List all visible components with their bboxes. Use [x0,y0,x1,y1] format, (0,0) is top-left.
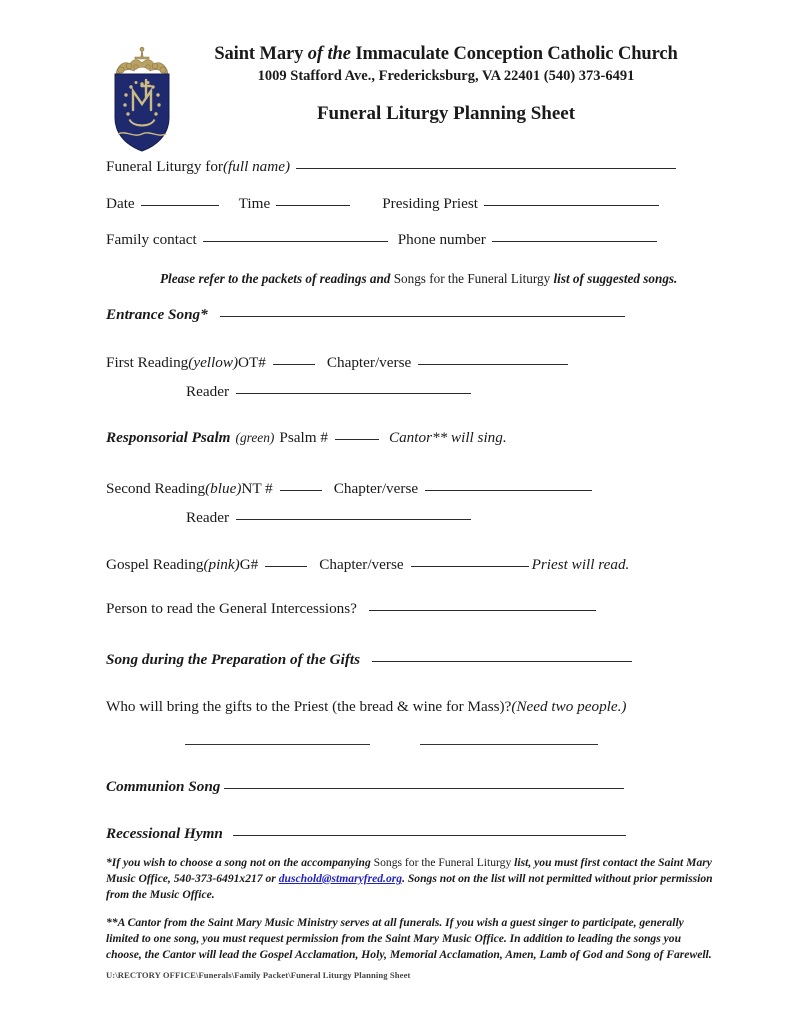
gospel-chapter-verse-label: Chapter/verse [319,556,404,573]
row-full-name [106,159,706,176]
psalm-number-label: Psalm # [279,429,328,446]
second-reading-nt-field[interactable] [280,490,322,491]
gospel-reading-label: Gospel Reading [106,556,204,573]
row-gift-bearers-question [106,699,706,716]
church-crest-logo [102,46,182,154]
refer-note-a: Please refer to the packets of readings and [160,271,394,286]
row-recessional-hymn [106,826,706,843]
church-name-part2: Immaculate Conception Catholic Church [350,44,678,64]
gospel-reading-color: (pink) [203,556,240,573]
preparation-song-field[interactable] [372,661,632,662]
time-field[interactable] [276,205,350,206]
gifts-question-italic: (Need two people.) [511,698,627,715]
row-general-intercessions [106,601,706,618]
full-name-label: Funeral Liturgy for [106,158,223,175]
row-preparation-song [106,652,706,669]
footnotes-block [106,855,714,963]
row-responsorial-psalm [106,430,706,447]
footnote-1-c: list, you must first contact the Saint Mary Music Office, 540-373-6491x217 or [106,856,712,885]
file-path-footer: U:\RECTORY OFFICE\Funerals\Family Packet\Funeral Liturgy Planning Sheet [106,970,411,980]
row-second-reader [186,510,786,527]
page-title: Funeral Liturgy Planning Sheet [316,102,576,124]
intercessions-field[interactable] [369,610,596,611]
gift-bearer-2-field[interactable] [420,744,598,745]
phone-number-field[interactable] [492,241,657,242]
first-reading-color: (yellow) [188,354,239,371]
date-field[interactable] [141,205,219,206]
first-reading-ot-field[interactable] [273,364,315,365]
footnote-1-d: . Songs not on the list will not permitted without prior permission from the Music Office. [106,871,713,901]
presiding-priest-label: Presiding Priest [382,195,478,212]
first-reading-abbr: OT# [238,354,266,371]
church-name [186,44,706,65]
full-name-label-italic: (full name) [222,158,291,175]
second-reader-label: Reader [186,509,230,526]
church-name-italic: of the [307,44,351,64]
refer-note-c: list of suggested songs. [550,271,678,286]
row-gospel-reading [106,557,706,574]
document-header [0,44,791,164]
date-label: Date [106,195,135,212]
family-contact-field[interactable] [203,241,388,242]
first-reading-chapter-verse-field[interactable] [418,364,568,365]
row-entrance-song [106,307,706,324]
entrance-song-field[interactable] [220,316,625,317]
row-date-time-priest [106,196,706,213]
row-first-reader [186,384,786,401]
second-reading-color: (blue) [205,480,242,497]
music-office-email-link[interactable]: duschold@stmaryfred.org [278,871,403,885]
gospel-priest-note: Priest will read. [531,556,630,573]
first-reader-field[interactable] [236,393,471,394]
row-communion-song [106,779,706,796]
footnote-1-a: *If you wish to choose a song not on the accompanying [106,856,374,869]
full-name-field[interactable] [296,168,676,169]
second-reading-label: Second Reading [106,480,206,497]
header-text-block [186,44,706,125]
psalm-number-field[interactable] [335,439,379,440]
gift-bearer-1-field[interactable] [185,744,370,745]
psalm-label: Responsorial Psalm [106,429,231,446]
footnote-cantor: **A Cantor from the Saint Mary Music Ministry serves at all funerals. If you wish a guest singer to participate, generally limited to one song, you must request permission from the Saint Mary Music Office. In addition to leading the songs you choose, the Cantor will lead the Gospel Acclamation, Holy, Memorial Acclamation, Amen, Lamb of God and Song of Farewell. [106,915,712,961]
gospel-reading-abbr: G# [239,556,259,573]
second-reading-chapter-verse-label: Chapter/verse [333,480,419,497]
first-reading-label: First Reading [106,354,189,371]
second-reading-abbr: NT # [241,480,273,497]
second-reader-field[interactable] [236,519,471,520]
refer-note [160,271,677,287]
gospel-chapter-verse-field[interactable] [411,566,529,567]
row-first-reading [106,355,706,372]
gospel-g-field[interactable] [265,566,307,567]
church-address: 1009 Stafford Ave., Fredericksburg, VA 22401 (540) 373-6491 [257,68,635,85]
phone-number-label: Phone number [397,231,486,248]
footnote-songs [106,855,714,903]
psalm-cantor-note: Cantor** will sing. [388,429,507,446]
psalm-color: (green) [235,430,275,445]
row-family-contact [106,232,706,249]
communion-song-label: Communion Song [106,778,221,795]
gifts-question-text: Who will bring the gifts to the Priest (the bread & wine for Mass)? [106,698,512,715]
recessional-hymn-label: Recessional Hymn [106,825,223,842]
first-reading-chapter-verse-label: Chapter/verse [326,354,412,371]
footnote-1-songs-title: Songs for the Funeral Liturgy [373,856,512,869]
row-second-reading [106,481,706,498]
communion-song-field[interactable] [224,788,624,789]
preparation-song-label: Song during the Preparation of the Gifts [106,651,361,668]
presiding-priest-field[interactable] [484,205,659,206]
recessional-hymn-field[interactable] [233,835,626,836]
church-name-part1: Saint Mary [214,44,308,64]
time-label: Time [238,195,271,212]
second-reading-chapter-verse-field[interactable] [425,490,592,491]
first-reader-label: Reader [186,383,230,400]
family-contact-label: Family contact [106,231,197,248]
refer-note-songs-title: Songs for the Funeral Liturgy [393,271,551,286]
entrance-song-label: Entrance Song* [106,306,208,323]
intercessions-label: Person to read the General Intercessions? [106,600,357,617]
